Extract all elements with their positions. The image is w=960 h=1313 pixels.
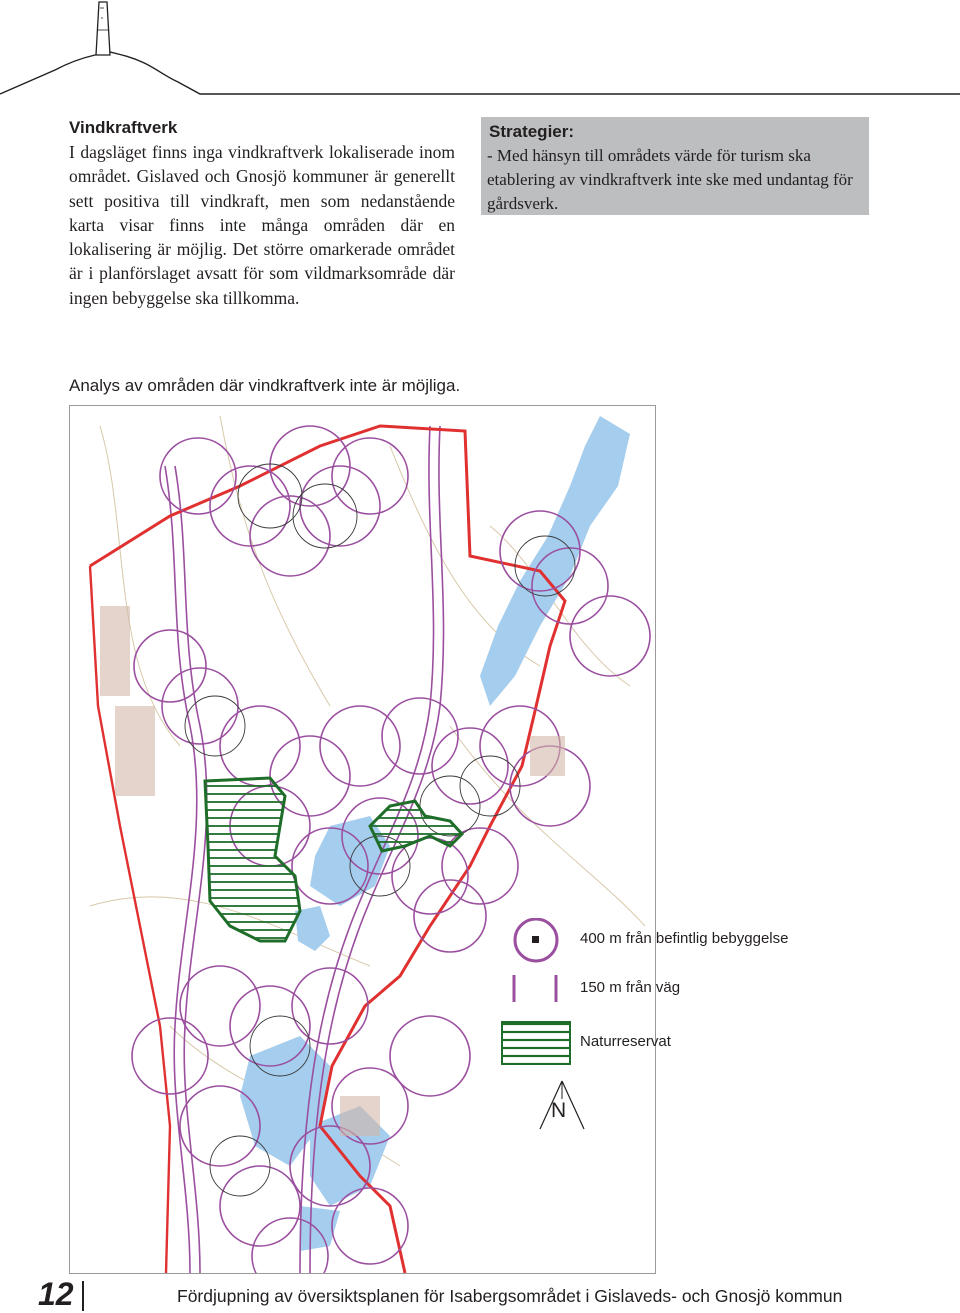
strategy-box xyxy=(481,117,869,215)
legend-item-house-buffer xyxy=(500,918,830,964)
legend-item-road-buffer xyxy=(500,972,830,1018)
header-illustration xyxy=(0,0,960,110)
legend-item-nature-reserve xyxy=(500,1020,830,1066)
page-number-divider xyxy=(82,1281,84,1311)
road-buffer-lines-icon xyxy=(500,972,572,1018)
legend-label: 150 m från väg xyxy=(580,979,681,996)
map-graphic xyxy=(70,406,655,1273)
nature-reserve-large xyxy=(205,778,300,941)
house-buffer-circle-icon xyxy=(500,918,572,964)
map-caption: Analys av områden där vindkraftverk inte är möjliga. xyxy=(69,376,461,395)
strategy-title: Strategier: xyxy=(489,122,575,141)
north-label: N xyxy=(551,1099,567,1122)
section-title: Vindkraftverk xyxy=(69,118,178,137)
footer-text: Fördjupning av översiktsplanen för Isabergsområdet i Gislaveds- och Gnosjö kommun xyxy=(177,1286,843,1306)
page-number: 12 xyxy=(38,1276,74,1312)
legend-label: Naturreservat xyxy=(580,1033,671,1050)
lighthouse-hill-icon xyxy=(96,2,110,55)
nature-reserve-hatch-icon xyxy=(500,1020,572,1066)
analysis-map xyxy=(69,405,656,1274)
legend-label: 400 m från befintlig bebyggelse xyxy=(580,930,789,947)
strategy-text: - Med hänsyn till områdets värde för turism ska etablering av vindkraftverk inte ske med undantag för gårdsverk. xyxy=(487,146,853,213)
section-body-text: I dagsläget finns inga vindkraftverk lokaliserade inom området. Gislaved och Gnosjö kommuner är generellt sett positiva till vindkraft, men som nedanstående karta visar finns inte många områden där en lokalisering är möjlig. Det större omarkerade området är i planförslaget avsatt för som vildmarksområde där ingen bebyggelse ska tillkomma. xyxy=(69,142,455,308)
nature-reserve-small xyxy=(370,801,462,851)
